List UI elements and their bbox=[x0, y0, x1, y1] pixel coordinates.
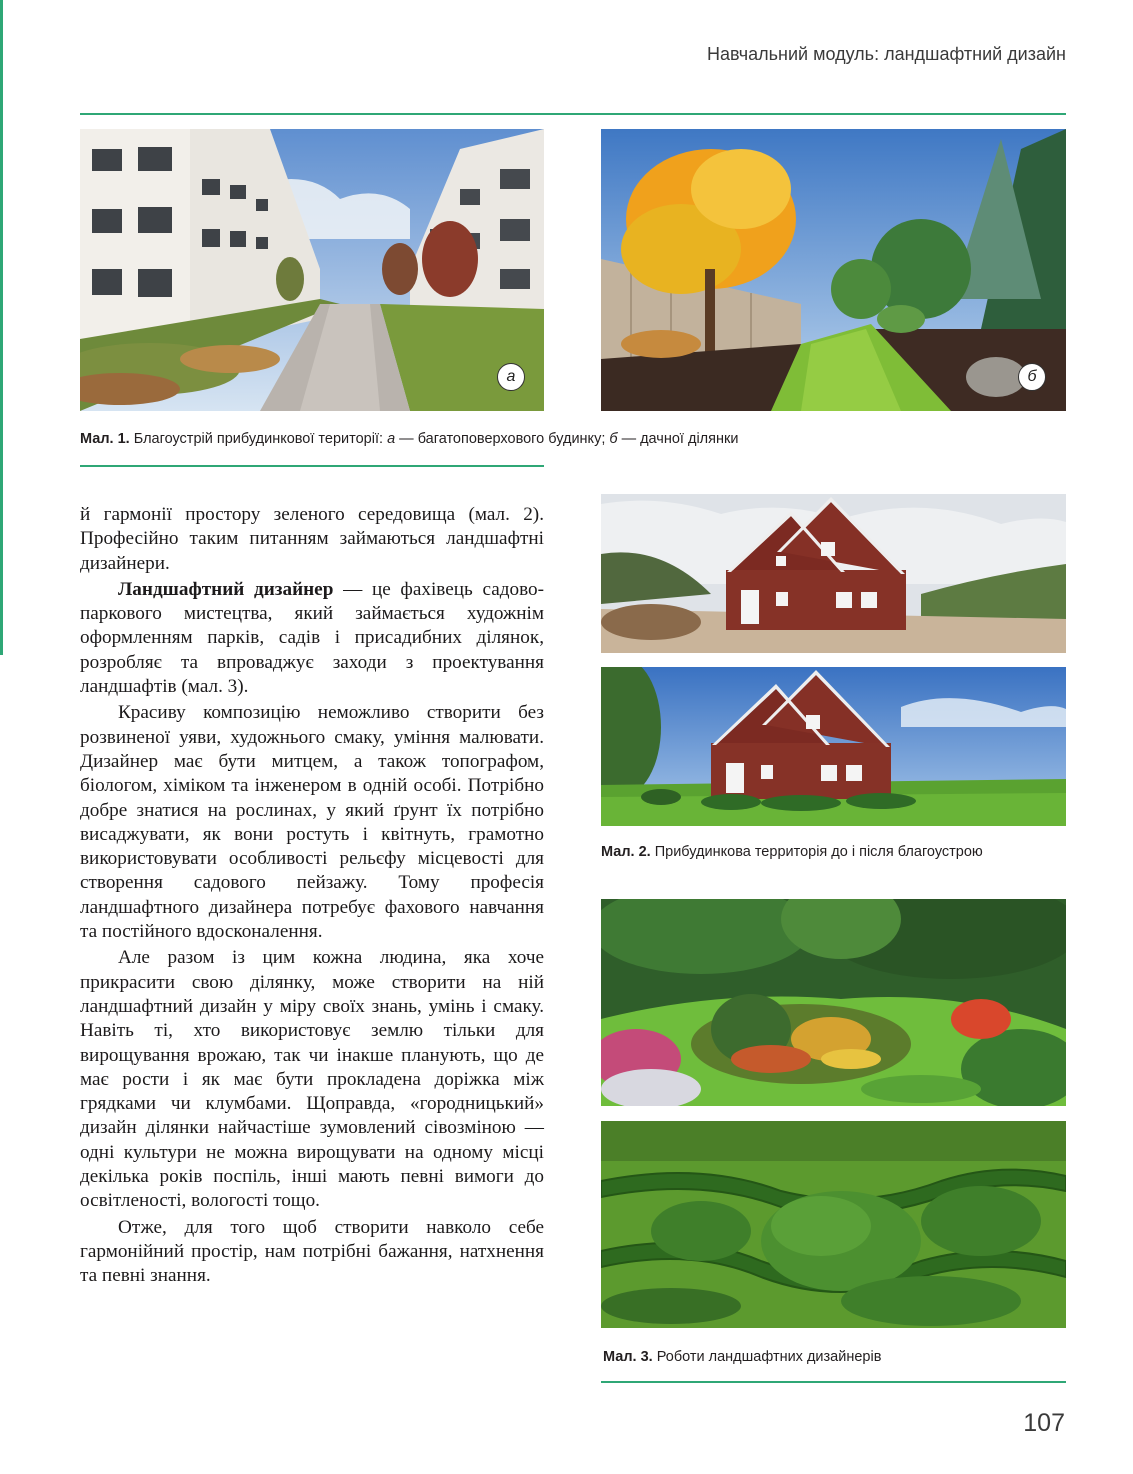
running-title: Навчальний модуль: ландшафтний дизайн bbox=[707, 44, 1066, 64]
figure1-caption-b-letter: б bbox=[609, 431, 618, 447]
paragraph-1: й гармонії простору зеленого середовища (мал. 2). Професійно таким питанням займаються ландшафтні дизайнери. bbox=[80, 504, 544, 574]
body-text bbox=[80, 503, 544, 1291]
left-edge-accent bbox=[0, 0, 3, 655]
figure1-caption bbox=[80, 431, 738, 447]
label-b-badge: б bbox=[1018, 363, 1046, 391]
photo-house-after bbox=[601, 667, 1066, 826]
figure3-caption-label: Мал. 3. bbox=[603, 1349, 653, 1365]
label-a-badge: а bbox=[497, 363, 525, 391]
figure2-caption-label: Мал. 2. bbox=[601, 844, 651, 860]
figure3-caption-text: Роботи ландшафтних дизайнерів bbox=[656, 1349, 882, 1365]
paragraph-3: Красиву композицію неможливо створити без розвиненої уяви, художнього смаку, уміння малювати. Дизайнер має бути митцем, а також топографом, біологом, хіміком та інженером в одній особі. Потрібно добре знатися на рослинах, у який ґрунт їх потрібно висаджувати, як вони ростуть і квітнуть, грамотно використовувати особливості рельєфу місцевості для створення садового пейзажу. Тому професія ландшафтного дизайнера потребує фахового навчання та постійного вдосконалення. bbox=[80, 702, 544, 943]
figure1-caption-label: Мал. 1. bbox=[80, 431, 130, 447]
photo-topiary-garden bbox=[601, 1121, 1066, 1328]
photo-flower-garden bbox=[601, 899, 1066, 1106]
figure3-caption bbox=[603, 1349, 881, 1365]
paragraph-5: Отже, для того щоб створити навколо себе гармонійний простір, нам потрібні бажання, натхнення та певні знання. bbox=[80, 1216, 544, 1287]
paragraph-4: Але разом із цим кожна людина, яка хоче прикрасити свою ділянку, може створити на ній ландшафтний дизайн у міру своїх знань, умінь і смаку. Навіть ті, хто використовує землю тільки для вирощування врожаю, так чи інакше планують, що де має рости і як має бути прокладена доріжка між грядками чи клумбами. Щоправда, «городницький» дизайн ділянки найчастіше зумовлений сівозміною — одні культури не можна вирощувати на одному місці декілька років поспіль, інші мають певні вимоги до освітленості, вологості тощо. bbox=[80, 947, 544, 1212]
figure1-caption-text: Благоустрій прибудинкової території: bbox=[133, 431, 384, 447]
page-number: 107 bbox=[1023, 1409, 1065, 1437]
figure1-rule bbox=[80, 465, 544, 467]
figure3-rule bbox=[601, 1381, 1066, 1383]
figure2-caption bbox=[601, 844, 983, 860]
term-landscape-designer: Ландшафтний дизайнер bbox=[118, 578, 334, 600]
header-rule bbox=[80, 113, 1066, 115]
photo-apartment-courtyard bbox=[80, 129, 544, 411]
figure1-caption-a-letter: а bbox=[387, 431, 396, 447]
photo-house-before bbox=[601, 494, 1066, 653]
photo-country-garden bbox=[601, 129, 1066, 411]
figure2-caption-text: Прибудинкова территорія до і після благоустрою bbox=[654, 844, 983, 860]
figure1-caption-b-text: — дачної ділянки bbox=[621, 431, 739, 447]
paragraph-2 bbox=[80, 578, 544, 699]
paragraph-2-text: — це фахівець садово-паркового мистецтва, який займається художнім оформленням парків, садів і присадибних ділянок, розробляє та впроваджує заходи з проектування ландшафтів (мал. 3). bbox=[80, 578, 544, 698]
figure1-caption-a-text: — багатоповерхового будинку; bbox=[399, 431, 606, 447]
